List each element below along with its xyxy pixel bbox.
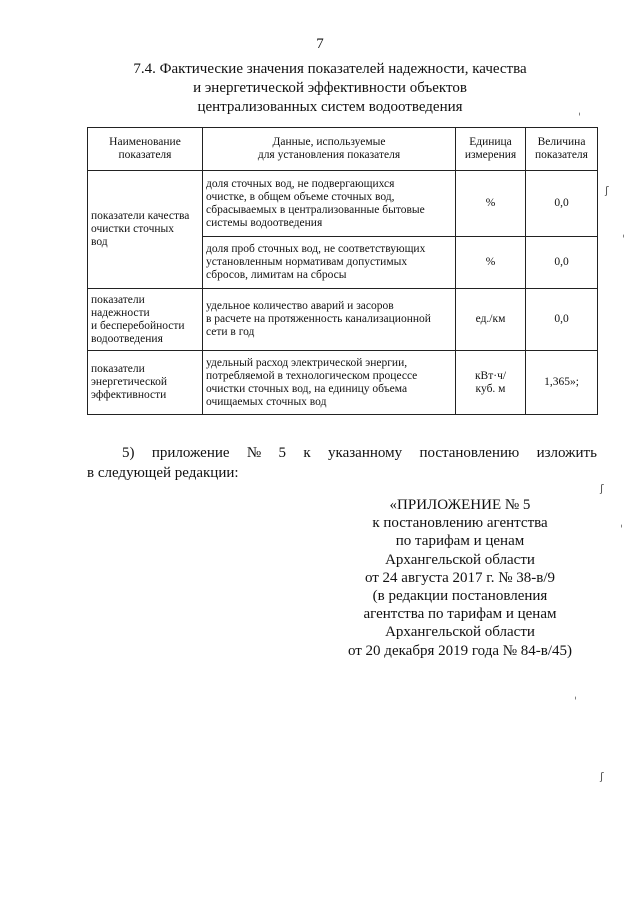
cell-text: сбросов, лимитам на сбросы — [206, 269, 347, 281]
cell-text: вод — [91, 236, 108, 248]
header-text: измерения — [464, 149, 517, 161]
value-cell: 1,365»; — [526, 351, 598, 415]
cell-text: удельное количество аварий и засоров — [206, 300, 394, 312]
header-value — [526, 128, 598, 171]
cell-text: показатели качества — [91, 210, 190, 222]
cell-text: очистке, в общем объеме сточных вод, — [206, 190, 395, 203]
cell-text: сбрасываемых в централизованные бытовые — [206, 203, 425, 216]
cell-text: в расчете на протяженность канализационной — [206, 313, 431, 325]
scan-mark: ˌ — [578, 104, 582, 117]
paragraph-word: указанному — [328, 445, 403, 461]
appendix-line: по тарифам и ценам — [395, 533, 525, 550]
paragraph-word: приложение — [151, 445, 230, 461]
paragraph-word: 5 — [278, 445, 287, 461]
appendix-line: агентства по тарифам и ценам — [363, 606, 557, 623]
indicator-name-cell — [88, 289, 203, 351]
cell-text: надежности — [91, 306, 150, 319]
unit-cell — [456, 237, 526, 289]
scan-mark: ʃ — [605, 184, 609, 197]
indicator-data-cell — [203, 289, 456, 351]
cell-text: очистки сточных вод, на единицу объема — [206, 382, 408, 395]
header-unit — [456, 128, 526, 171]
table-row — [88, 351, 598, 415]
header-text: Величина — [537, 136, 586, 148]
cell-text: сети в год — [206, 326, 255, 338]
header-text: для установления показателя — [257, 149, 401, 161]
page-number: 7 — [316, 36, 324, 52]
unit-cell — [456, 289, 526, 351]
appendix-header — [320, 496, 600, 660]
header-name — [88, 128, 203, 171]
cell-text: доля сточных вод, не подвергающихся — [206, 177, 395, 190]
cell-text: установленным нормативам допустимых — [206, 256, 408, 268]
title-line: и энергетической эффективности объектов — [193, 80, 467, 96]
cell-text: % — [485, 197, 496, 209]
table-row — [88, 171, 598, 237]
value-cell: 0,0 — [526, 289, 598, 351]
cell-text: кВт·ч/ — [474, 369, 507, 382]
cell-text: очищаемых сточных вод — [206, 395, 327, 408]
paragraph-line — [87, 443, 597, 463]
scan-mark: ʃ — [600, 482, 604, 495]
header-data — [203, 128, 456, 171]
indicator-name-cell — [88, 171, 203, 289]
table-row — [88, 289, 598, 351]
scan-mark: ˌ — [622, 226, 626, 239]
appendix-line: Архангельской области — [385, 551, 535, 568]
cell-text: водоотведения — [91, 332, 163, 345]
paragraph-word: изложить — [536, 445, 597, 461]
indicator-data-cell — [203, 171, 456, 237]
cell-text: показатели — [91, 293, 145, 306]
paragraph-word: 5) — [122, 445, 135, 461]
cell-text: и бесперебойности — [91, 319, 185, 332]
cell-text: системы водоотведения — [206, 216, 323, 229]
cell-text: потребляемой в технологическом процессе — [206, 369, 418, 382]
indicator-data-cell — [203, 237, 456, 289]
body-paragraph — [87, 443, 597, 483]
scan-mark: ˌ — [620, 516, 624, 529]
paragraph-word: № — [246, 445, 262, 461]
cell-text: удельный расход электрической энергии, — [206, 356, 408, 369]
paragraph-word: постановлению — [419, 445, 520, 461]
paragraph-word: к — [303, 445, 311, 461]
appendix-line: (в редакции постановления — [372, 588, 548, 605]
appendix-line: Архангельской области — [385, 624, 535, 641]
title-line: централизованных систем водоотведения — [197, 99, 463, 115]
cell-text: энергетической — [91, 376, 167, 388]
cell-text: очистки сточных — [91, 223, 174, 235]
cell-text: доля проб сточных вод, не соответствующих — [206, 243, 426, 255]
section-title — [100, 60, 560, 117]
cell-text: куб. м — [475, 382, 506, 395]
appendix-line: от 24 августа 2017 г. № 38-в/9 — [364, 569, 556, 586]
header-text: Наименование — [109, 136, 181, 148]
header-text: показателя — [535, 149, 588, 161]
unit-cell — [456, 351, 526, 415]
title-line: 7.4. Фактические значения показателей надежности, качества — [133, 61, 527, 77]
indicator-name-cell — [88, 351, 203, 415]
header-text: показателя — [118, 149, 172, 161]
unit-cell — [456, 171, 526, 237]
appendix-line: «ПРИЛОЖЕНИЕ № 5 — [389, 497, 531, 513]
cell-text: эффективности — [91, 389, 167, 401]
value-cell: 0,0 — [526, 171, 598, 237]
scan-mark: ˌ — [574, 688, 578, 701]
value-cell: 0,0 — [526, 237, 598, 289]
cell-text: показатели — [91, 363, 145, 375]
scan-mark: ʃ — [600, 770, 604, 783]
table-header-row — [88, 128, 598, 171]
appendix-line: к постановлению агентства — [372, 515, 548, 532]
paragraph-line: в следующей редакции: — [87, 465, 239, 481]
indicators-table — [87, 127, 598, 415]
cell-text: ед./км — [475, 313, 506, 325]
cell-text: % — [485, 256, 496, 268]
header-text: Единица — [469, 136, 512, 148]
appendix-line: от 20 декабря 2019 года № 84-в/45) — [347, 642, 573, 659]
indicator-data-cell — [203, 351, 456, 415]
header-text: Данные, используемые — [272, 136, 386, 148]
